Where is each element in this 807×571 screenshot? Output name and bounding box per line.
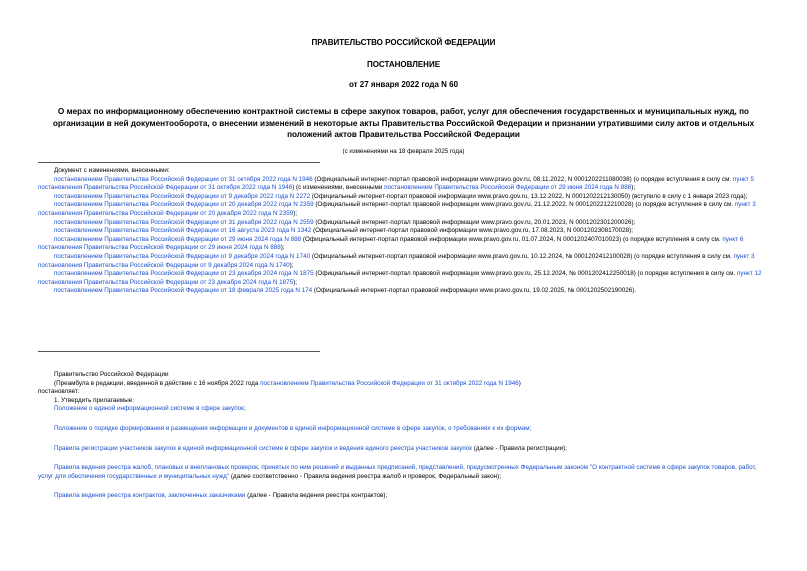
regulation-link-5[interactable]: Правила ведения реестра контрактов, заключенных заказчиками bbox=[54, 492, 246, 500]
document-title: О мерах по информационному обеспечению контрактной системы в сфере закупок товаров, работ, услуг для обеспечения государственных и муниципальных нужд, по организации в ней документооборота, о внесении изменений в некоторые акты Правительства Российской Федерации и признании утратившими силу актов и отдельных положений актов Правительства Российской Федерации bbox=[52, 107, 755, 139]
document-date-number: от 27 января 2022 года N 60 bbox=[348, 80, 459, 89]
amendment-link[interactable]: пункт 3 постановления Правительства Российской Федерации от 20 декабря 2022 года N 2359 bbox=[38, 201, 756, 217]
amendment-link[interactable]: постановлением Правительства Российской Федерации от 29 июня 2024 года N 888 bbox=[384, 184, 632, 192]
amendment-link[interactable]: постановлением Правительства Российской Федерации от 31 декабря 2022 года N 2559 bbox=[54, 218, 314, 226]
amendment-link[interactable]: постановлением Правительства Российской Федерации от 23 декабря 2024 года N 1875 bbox=[54, 270, 314, 278]
changes-intro: Документ с изменениями, внесенными: bbox=[54, 167, 170, 174]
divider-top bbox=[38, 162, 320, 163]
regulation-5: Правила ведения реестра контрактов, заключенных заказчиками (далее - Правила ведения реестра контрактов); bbox=[54, 492, 388, 500]
amendment-item bbox=[38, 287, 772, 296]
amendment-text: ); bbox=[631, 184, 636, 192]
point-1: 1. Утвердить прилагаемые: bbox=[54, 396, 134, 404]
document-body bbox=[38, 371, 772, 501]
amendment-text: ); bbox=[293, 278, 298, 286]
regulation-link-3[interactable]: Правила регистрации участников закупок в единой информационной системе в сфере закупок и ведения единого реестра участников закупок bbox=[54, 444, 473, 452]
amendment-link[interactable]: постановлением Правительства Российской Федерации от 20 декабря 2022 года N 2359 bbox=[54, 201, 314, 209]
amendment-text: (Официальный интернет-портал правовой информации www.pravo.gov.ru, 08.11.2022, N 0001202211080038) (о порядке вступления в силу см. bbox=[312, 175, 733, 183]
amendment-text: (Официальный интернет-портал правовой информации www.pravo.gov.ru, 25.12.2024, № 0001202412250018) (о порядке вступления в силу см. bbox=[313, 270, 737, 278]
revision-note: (с изменениями на 18 февраля 2025 года) bbox=[342, 148, 465, 155]
amendment-link[interactable]: пункт 12 постановления Правительства Российской Федерации от 23 декабря 2024 года N 1875 bbox=[38, 270, 762, 286]
decides-text: постановляет: bbox=[38, 388, 80, 396]
regulation-link-1[interactable]: Положение о единой информационной системе в сфере закупок; bbox=[54, 405, 246, 413]
regulation-link-2[interactable]: Положение о порядке формирования и размещения информации и документов в единой информационной системе в сфере закупок, о требованиях к их формам; bbox=[54, 424, 532, 432]
regulation-link-4[interactable]: Правила ведения реестра жалоб, плановых и внеплановых проверок, принятых по ним решений и выданных предписаний, представлений, предусмотренных Федеральным законом "О контрактной системе в сфере закупок товаров, работ, услуг для обеспечения государственных и муниципальных нужд" bbox=[38, 464, 757, 480]
amendment-item bbox=[38, 227, 772, 236]
amendment-item bbox=[38, 176, 772, 193]
amendment-link[interactable]: постановлением Правительства Российской Федерации от 16 августа 2023 года N 1342 bbox=[54, 227, 312, 235]
government-heading: ПРАВИТЕЛЬСТВО РОССИЙСКОЙ ФЕДЕРАЦИИ bbox=[311, 38, 496, 47]
divider-bottom bbox=[38, 351, 320, 352]
amendment-link[interactable]: пункт 6 постановления Правительства Российской Федерации от 29 июня 2024 года N 888 bbox=[38, 235, 744, 252]
changes-list bbox=[38, 176, 772, 296]
amendment-text: ); bbox=[280, 244, 285, 252]
amendment-text: (Официальный интернет-портал правовой информации www.pravo.gov.ru, 21.12.2022, N 0001202212210028) (о порядке вступления в силу см. bbox=[313, 201, 735, 209]
amendment-link[interactable]: постановлением Правительства Российской Федерации от 9 декабря 2022 года N 2272 bbox=[54, 192, 311, 200]
amendment-link[interactable]: пункт 3 постановления Правительства Российской Федерации от 9 декабря 2024 года N 1740 bbox=[38, 252, 755, 269]
amendment-text: ) (с изменениями, внесенными bbox=[292, 184, 385, 192]
amendment-text: (Официальный интернет-портал правовой информации www.pravo.gov.ru, 19.02.2025, № 0001202502190026). bbox=[312, 287, 637, 295]
amendment-item bbox=[38, 236, 772, 253]
amendment-item bbox=[38, 219, 772, 228]
amendment-text: ); bbox=[289, 261, 294, 269]
amendment-link[interactable]: постановлением Правительства Российской Федерации от 29 июня 2024 года N 888 bbox=[54, 235, 302, 243]
amendment-link[interactable]: постановлением Правительства Российской Федерации от 18 февраля 2025 года N 174 bbox=[54, 287, 313, 295]
amendment-text: (Официальный интернет-портал правовой информации www.pravo.gov.ru, 10.12.2024, № 0001202412100028) (о порядке вступления в силу см. bbox=[310, 252, 734, 260]
changes-block bbox=[38, 167, 772, 296]
amendment-text: (Официальный интернет-портал правовой информации www.pravo.gov.ru, 17.08.2023, N 0001202308170028); bbox=[311, 227, 634, 235]
preamble-note: (Преамбула в редакции, введенной в действие с 16 ноября 2022 года постановлением Правительства Российской Федерации от 31 октября 2022 года N 1946) bbox=[54, 379, 521, 387]
amendment-text: (Официальный интернет-портал правовой информации www.pravo.gov.ru, 20.01.2023, N 0001202301200026); bbox=[313, 218, 636, 226]
document-type: ПОСТАНОВЛЕНИЕ bbox=[366, 60, 441, 69]
amendment-link[interactable]: постановлением Правительства Российской Федерации от 9 декабря 2024 года N 1740 bbox=[54, 252, 311, 260]
regulation-4: Правила ведения реестра жалоб, плановых и внеплановых проверок, принятых по ним решений и выданных предписаний, представлений, предусмотренных Федеральным законом "О контрактной системе в сфере закупок товаров, работ, услуг для обеспечения государственных и муниципальных нужд" (далее соответственно - Правила ведения реестра жалоб и проверок, Федеральный закон); bbox=[38, 464, 757, 480]
amendment-link[interactable]: постановлением Правительства Российской Федерации от 31 октября 2022 года N 1946 bbox=[54, 175, 313, 183]
amendment-text: (Официальный интернет-портал правовой информации www.pravo.gov.ru, 13.12.2022, N 0001202212130050) (вступило в силу с 1 января 2023 года); bbox=[310, 192, 748, 200]
amendment-item bbox=[38, 270, 772, 287]
amendment-link[interactable]: пункт 5 постановления Правительства Российской Федерации от 31 октября 2022 года N 1946 bbox=[38, 175, 754, 192]
body-government: Правительство Российской Федерации bbox=[54, 371, 169, 378]
amendment-item bbox=[38, 253, 772, 270]
regulation-3: Правила регистрации участников закупок в единой информационной системе в сфере закупок и ведения единого реестра участников закупок (далее - Правила регистрации); bbox=[54, 444, 568, 452]
amendment-text: ); bbox=[293, 209, 298, 217]
amendment-text: (Официальный интернет-портал правовой информации www.pravo.gov.ru, 01.07.2024, N 0001202407010023) (о порядке вступления в силу см. bbox=[301, 235, 723, 243]
amendment-item bbox=[38, 201, 772, 218]
preamble-link[interactable]: постановлением Правительства Российской Федерации от 31 октября 2022 года N 1946 bbox=[260, 379, 519, 387]
